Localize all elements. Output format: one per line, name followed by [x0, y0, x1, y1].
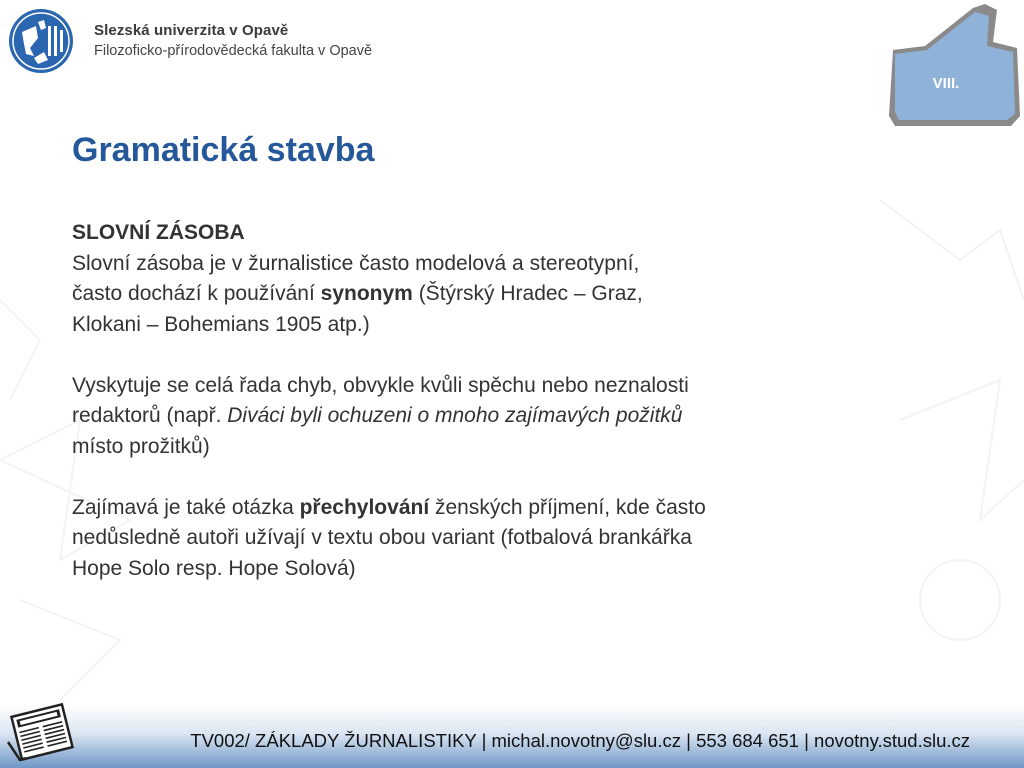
slide-title: Gramatická stavba — [72, 131, 375, 169]
text-span: redaktorů (např. — [72, 404, 228, 427]
slide-number: VIII. — [932, 75, 960, 92]
slide-number-badge-icon — [885, 2, 1023, 130]
header — [8, 8, 372, 74]
university-name: Slezská univerzita v Opavě — [94, 22, 289, 39]
text-span: ženských příjmení, kde často — [429, 495, 706, 519]
italic-example: Diváci byli ochuzeni o mnoho zajímavých požitků — [227, 404, 683, 427]
paragraph-3-line-2: nedůsledně autoři užívají v textu obou variant (fotbalová brankářka — [72, 526, 692, 549]
paragraph-2-line-1: Vyskytuje se celá řada chyb, obvykle kvůli spěchu nebo neznalosti — [72, 373, 689, 397]
paragraph-3-line-3: Hope Solo resp. Hope Solová) — [72, 556, 356, 580]
bold-term: přechylování — [299, 495, 430, 519]
bold-term: synonym — [320, 282, 413, 305]
paragraph-2-line-2 — [72, 401, 872, 432]
footer-bar — [0, 704, 1024, 768]
newspaper-icon — [6, 702, 78, 762]
footer-text: TV002/ ZÁKLADY ŽURNALISTIKY | michal.novotny@slu.cz | 553 684 651 | novotny.stud.slu.cz — [190, 730, 970, 751]
text-span: Zajímavá je také otázka — [72, 495, 300, 519]
faculty-name: Filozoficko-přírodovědecká fakulta v Opavě — [94, 43, 373, 59]
text-span: často dochází k používání — [72, 282, 321, 305]
university-eagle-logo-icon — [8, 8, 74, 74]
university-text-block — [94, 20, 372, 62]
text-span: (Štýrský Hradec – Graz, — [412, 282, 643, 305]
slide-content — [72, 218, 872, 584]
paragraph-1-line-2 — [72, 279, 872, 310]
paragraph-2-line-3: místo prožitků) — [72, 434, 210, 458]
paragraph-3-line-1 — [72, 493, 872, 524]
paragraph-1-line-3: Klokani – Bohemians 1905 atp.) — [72, 312, 370, 336]
section-heading: SLOVNÍ ZÁSOBA — [72, 221, 245, 244]
paragraph-1-line-1: Slovní zásoba je v žurnalistice často modelová a stereotypní, — [72, 251, 640, 275]
